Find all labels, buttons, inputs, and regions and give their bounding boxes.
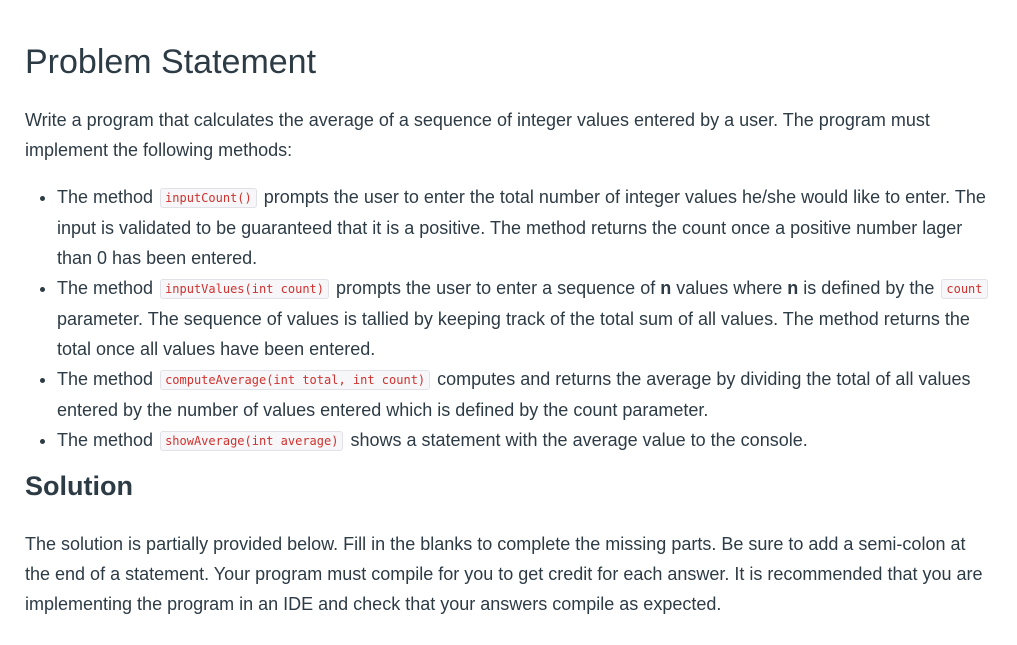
code-count-param: count [941,279,987,299]
bullet-prefix: The method [57,278,159,298]
list-item-compute-average [57,364,991,425]
method-list [25,182,991,456]
solution-heading: Solution [25,471,133,501]
bullet-text: values where [671,278,788,298]
bullet-prefix: The method [57,369,159,389]
list-item-input-count [57,182,991,273]
bold-n: n [660,278,672,298]
code-show-average: showAverage(int average) [160,431,343,451]
code-input-count: inputCount() [160,188,257,208]
bold-n: n [787,278,799,298]
bullet-text: prompts the user to enter a sequence of [331,278,661,298]
bullet-text: is defined by the [798,278,940,298]
bullet-text: parameter. The sequence of values is tallied by keeping track of the total sum of all values. The method returns the total once all values have been entered. [57,309,970,359]
list-item-show-average [57,425,991,456]
code-input-values: inputValues(int count) [160,279,329,299]
problem-intro: Write a program that calculates the average of a sequence of integer values entered by a user. The program must implement the following methods: [25,110,930,160]
bullet-text: computes and returns the average by dividing the total of all values entered by the number of values entered which is defined by the count parameter. [57,369,971,420]
problem-statement-heading: Problem Statement [25,43,317,81]
code-compute-average: computeAverage(int total, int count) [160,370,430,390]
bullet-prefix: The method [57,430,159,450]
bullet-text: prompts the user to enter the total number of integer values he/she would like to enter. The input is validated to be guaranteed that it is a positive. The method returns the count once a positive number lager than 0 has been entered. [57,187,986,268]
solution-text: The solution is partially provided below. Fill in the blanks to complete the missing parts. Be sure to add a semi-colon at the end of a statement. Your program must compile for you to get credit for each answer. It is recommended that you are implementing the program in an IDE and check that your answers compile as expected. [25,534,983,614]
bullet-text: shows a statement with the average value to the console. [345,430,808,450]
bullet-prefix: The method [57,187,159,207]
list-item-input-values [57,273,991,364]
